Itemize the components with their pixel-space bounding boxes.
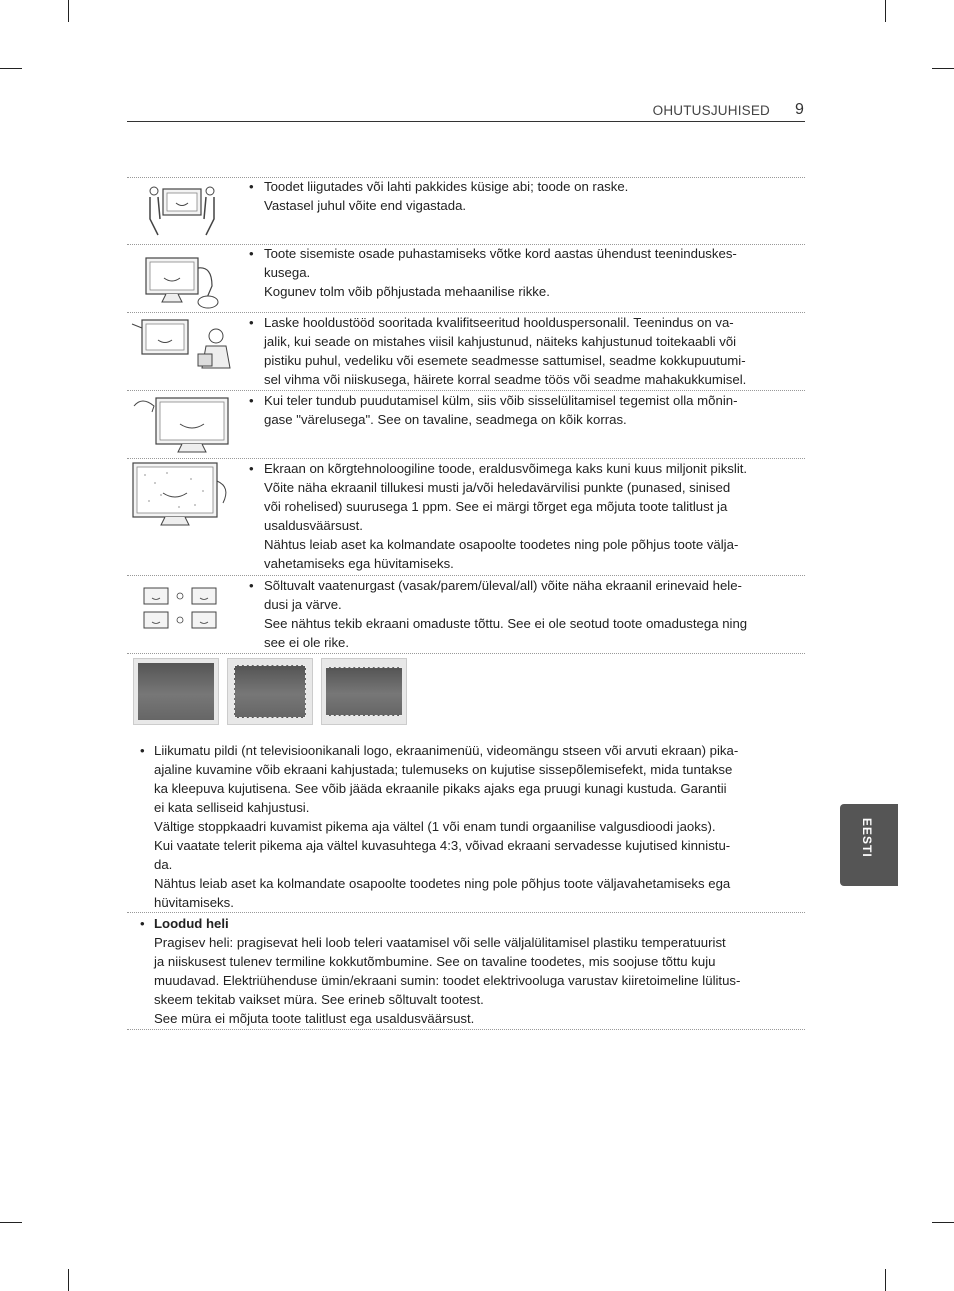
row-text: • Laske hooldustööd sooritada kvalifitseeritud hoolduspersonalil. Teenindus on va- jalik, kui seade on mistahes viisil kahjustunud, näiteks kahjustunud toitekaabli või pistiku puhul, vedeliku või esemete seadmesse sattumisel, seadme kokkupuutumi- sel vihma või niiskusega, häirete korral seadme töös või seadme mahakukkumisel. (249, 315, 747, 387)
two-people-carrying-tv-icon (147, 183, 217, 244)
separator (127, 653, 805, 654)
row-text: • Ekraan on kõrgtehnoloogiline toode, eraldusvõimega kaks kuni kuus miljonit pikslit. Võite näha ekraanil tillukesi musti ja/või heledavärvilisi punkte (punased, sinised või rohelised) suurusega 1 ppm. See ei märgi tõrget ega mõjuta toote talitlust ja usaldusväärsust. Nähtus leiab aset ka kolmandate osapoolte toodetes ning pole põhjus toote välja- vahetamiseks ega hüvitamiseks. (249, 461, 748, 571)
burn-in-screen-letterbox (321, 658, 407, 725)
row-text: • Toodet liigutades või lahti pakkides küsige abi; toode on raske. Vastasel juhul võite end vigastada. (249, 179, 629, 213)
section-heading: Loodud heli (154, 916, 229, 931)
row-text: • Sõltuvalt vaatenurgast (vasak/parem/üleval/all) võite näha ekraanil erinevaid hele- dusi ja värve. See nähtus tekib ekraani omaduste tõttu. See ei ole seotud toote omadustega ning see ei ole rike. (249, 578, 748, 650)
separator (127, 912, 805, 913)
separator (127, 1029, 805, 1030)
tv-with-technician-icon (128, 314, 238, 379)
generated-sound-section: • Loodud heli Pragisev heli: pragisevat heli loob teleri vaatamisel või selle väljalülitamisel plastiku temperatuurist ja niiskusest tulenev termiline kokkutõmbumine. See on tavaline toodetes, mis soojuse tõttu kuju muudavad. Elektriühenduse ümin/ekraani sumin: toodet elektrivooluga varustav kiiretoimeline lülitus- skeem tekitab vaikset müra. See erineb sõltuvalt tootest. See müra ei mõjuta toote talitlust ega usaldusväärsust. (154, 914, 794, 1028)
row-text: • Kui teler tundub puudutamisel külm, siis võib sisselülitamisel tegemist olla mõnin- gase "värelusega". See on tavaline, seadmega on kõik korras. (249, 393, 738, 427)
language-tab: EESTI (840, 804, 898, 886)
still-image-warning: • Liikumatu pildi (nt televisioonikanali logo, ekraanimenüü, videomängu stseen või arvuti ekraan) pika- ajaline kuvamine võib ekraani kahjustada; tulemuseks on kujutise sissepõlemisefekt, mida tuntakse ka kleepuva kujutisena. See võib jääda ekraanile pikaks ajaks ega pruugi kunagi kustuda. Garantii ei kata selliseid kahjustusi. Vältige stoppkaadri kuvamist pikema aja vältel (1 või enam tundi orgaanilise valgusdioodi jaoks). Kui vaatate telerit pikema aja vältel kuvasuhtega 4:3, võivad ekraani servadesse kujutised kinnistu- da. Nähtus leiab aset ka kolmandate osapoolte toodetes ning pole põhjus toote väljavahetamiseks ega hüvitamiseks. (140, 743, 739, 910)
header-rule (127, 121, 805, 122)
tv-touched-by-hand-icon (132, 392, 232, 459)
tv-with-pixel-dots-icon (131, 461, 235, 532)
tv-viewing-angles-icon (136, 584, 228, 639)
row-text: • Toote sisemiste osade puhastamiseks võtke kord aastas ühendust teeninduskes- kusega. Kogunev tolm võib põhjustada mehaanilise rikke. (249, 246, 737, 299)
page-number: 9 (795, 101, 804, 118)
section-title: OHUTUSJUHISED (652, 103, 770, 118)
burn-in-screen-full (133, 658, 219, 725)
burn-in-screen-4-3 (227, 658, 313, 725)
tv-with-vacuum-cleaner-icon (138, 246, 226, 315)
